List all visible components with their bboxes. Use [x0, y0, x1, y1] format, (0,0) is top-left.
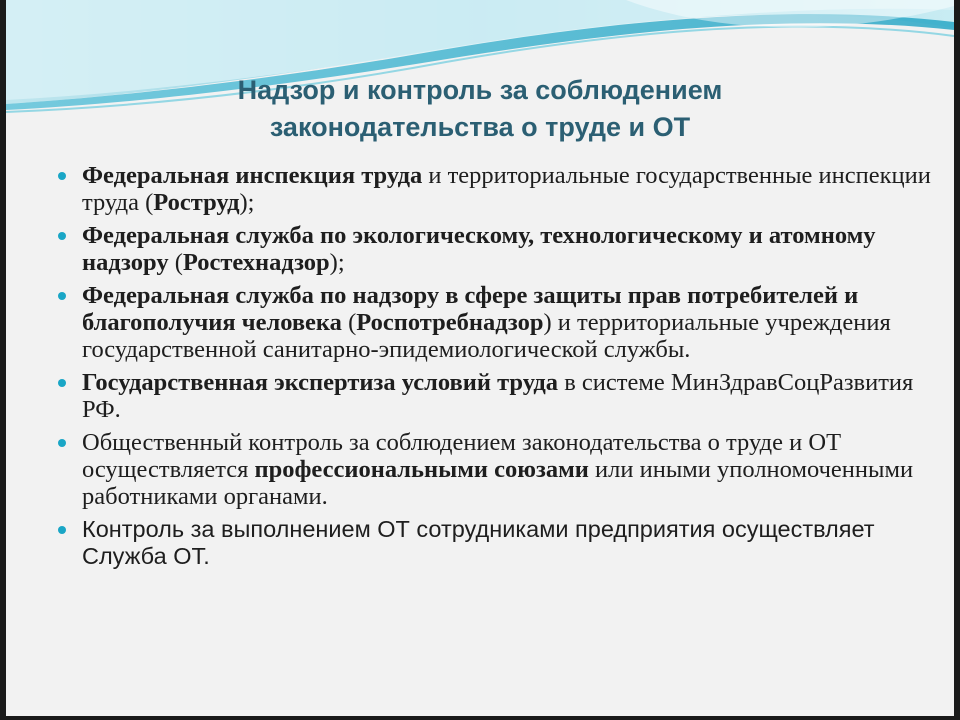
bullet-dot-icon: [58, 172, 66, 180]
list-item-text: [82, 162, 938, 216]
list-item-text: [82, 429, 938, 510]
plain-text: (: [168, 249, 183, 276]
list-item-text: [82, 369, 938, 423]
list-item: [58, 222, 938, 276]
slide: [6, 0, 954, 716]
bold-text: Федеральная служба по надзору в сфере защиты прав потребителей и благополучия человека: [82, 282, 859, 336]
plain-text: и территориальные государственные инспекции труда (: [82, 162, 931, 216]
bold-text: Роструд: [153, 189, 240, 216]
list-item-text: [82, 516, 938, 570]
bold-text: Федеральная инспекция труда: [82, 162, 423, 189]
plain-text: (: [341, 309, 357, 336]
plain-text: Контроль за выполнением ОТ сотрудниками предприятия осуществляет Служба ОТ.: [82, 516, 875, 569]
plain-text: или иными уполномоченными работниками органами.: [82, 456, 914, 510]
slide-title: [6, 72, 954, 146]
plain-text: );: [329, 249, 345, 276]
list-item: [58, 282, 938, 363]
bullet-list: [58, 162, 938, 576]
bold-text: Государственная экспертиза условий труда: [82, 369, 559, 396]
bold-text: профессиональными союзами: [254, 456, 589, 483]
list-item: [58, 369, 938, 423]
plain-text: ) и территориальные учреждения государственной санитарно-эпидемиологической службы.: [82, 309, 891, 363]
title-line-1: Надзор и контроль за соблюдением: [237, 75, 723, 105]
bold-text: Ростехнадзор: [182, 249, 330, 276]
title-line-2: законодательства о труде и ОТ: [269, 112, 691, 142]
plain-text: );: [239, 189, 255, 216]
bullet-dot-icon: [58, 379, 66, 387]
bold-text: Роспотребнадзор: [356, 309, 544, 336]
plain-text: в системе МинЗдравСоцРазвития РФ.: [82, 369, 914, 423]
bullet-dot-icon: [58, 232, 66, 240]
list-item: [58, 429, 938, 510]
list-item-text: [82, 222, 938, 276]
bullet-dot-icon: [58, 292, 66, 300]
bullet-dot-icon: [58, 526, 66, 534]
list-item: [58, 162, 938, 216]
bold-text: Федеральная служба по экологическому, технологическому и атомному надзору: [82, 222, 876, 276]
list-item: [58, 516, 938, 570]
bullet-dot-icon: [58, 439, 66, 447]
list-item-text: [82, 282, 938, 363]
plain-text: Общественный контроль за соблюдением законодательства о труде и ОТ осуществляется: [82, 429, 842, 483]
